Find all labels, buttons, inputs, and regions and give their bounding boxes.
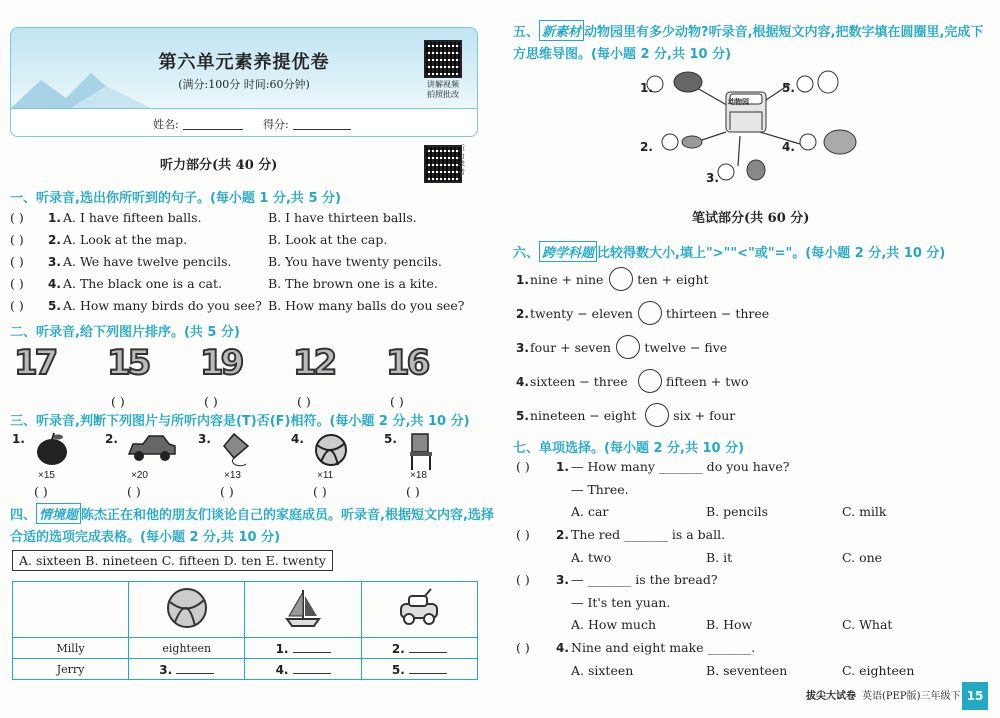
question-number: 3. (198, 432, 211, 446)
compare-circle[interactable] (638, 369, 662, 393)
option-b[interactable]: B. The brown one is a kite. (268, 276, 438, 291)
section-6-title: 六、 跨学科题 比较得数大小,填上">""<"或"="。(每小题 2 分,共 10 分) (513, 241, 945, 262)
tag-badge: 新素材 (539, 20, 584, 41)
toy-car-icon (361, 582, 477, 638)
number-picture: 12 (293, 343, 335, 383)
blank-number: 4. (275, 662, 289, 677)
left-expression: nine + nine (530, 272, 604, 287)
question-text: — How many _______ do you have? (571, 459, 790, 474)
option-b[interactable]: B. I have thirteen balls. (268, 210, 417, 225)
question-number: 2. (556, 528, 569, 542)
mind-map (630, 62, 870, 190)
answer-paren[interactable]: ( ) (516, 459, 530, 474)
table-cell (245, 659, 361, 680)
answer-paren[interactable]: ( ) (111, 394, 125, 409)
blank-number: 3. (159, 662, 173, 677)
answer-blank[interactable] (176, 662, 214, 674)
answer-paren[interactable]: ( ) (516, 640, 530, 655)
answer-paren[interactable]: ( ) (34, 484, 48, 499)
question-number: 2. (516, 307, 529, 321)
option-a[interactable]: A. two (571, 550, 612, 565)
question-number: 4. (48, 277, 61, 291)
section-7-title: 七、单项选择。(每小题 2 分,共 10 分) (513, 441, 745, 456)
question-number: 3. (48, 255, 61, 269)
right-expression: fifteen + two (666, 374, 749, 389)
quantity-label: ×18 (410, 470, 427, 481)
cell-text: eighteen (162, 641, 212, 655)
tag-badge: 跨学科题 (539, 241, 597, 262)
name-field[interactable] (183, 117, 243, 130)
footer-subject: 英语(PEP版)三年级下 (862, 691, 961, 702)
answer-blank[interactable] (409, 662, 447, 674)
kite-icon (220, 432, 254, 472)
exam-subtitle: (满分:100分 时间:60分钟) (178, 78, 310, 91)
answer-paren[interactable]: ( ) (10, 210, 24, 225)
option-a[interactable]: A. sixteen (571, 663, 634, 678)
question-number: 5. (384, 432, 397, 446)
number-picture: 19 (200, 343, 242, 383)
ball-icon (129, 582, 245, 638)
question-number: 5. (48, 299, 61, 313)
question-text: Nine and eight make _______. (571, 640, 756, 655)
table-cell (129, 638, 245, 659)
tag-badge: 情境题 (36, 503, 81, 524)
right-expression: thirteen − three (666, 306, 770, 321)
option-a[interactable]: A. Look at the map. (63, 232, 188, 247)
blank-number: 1. (275, 641, 289, 656)
question-number: 4. (556, 641, 569, 655)
mind-map-label-1: 1. (640, 81, 653, 95)
answer-paren[interactable]: ( ) (10, 254, 24, 269)
compare-circle[interactable] (638, 301, 662, 325)
left-expression: nineteen − eight (530, 408, 637, 423)
question-number: 4. (516, 375, 529, 389)
option-b[interactable]: B. You have twenty pencils. (268, 254, 442, 269)
qr-code-icon[interactable] (424, 40, 462, 78)
mind-map-label-2: 2. (640, 140, 653, 154)
cell-text: Milly (56, 641, 85, 655)
answer-paren[interactable]: ( ) (10, 298, 24, 313)
option-a[interactable]: A. How many birds do you see? (63, 298, 262, 313)
qr-caption: 拍照批改 (427, 90, 459, 99)
exam-header (10, 27, 478, 137)
answer-paren[interactable]: ( ) (406, 484, 420, 499)
answer-paren[interactable]: ( ) (297, 394, 311, 409)
number-picture: 17 (14, 343, 56, 383)
qr-caption: 听力录音 (458, 145, 465, 176)
boat-icon (245, 582, 361, 638)
compare-circle[interactable] (645, 403, 669, 427)
answer-blank[interactable] (293, 641, 331, 653)
name-bar (11, 108, 477, 137)
name-label: 姓名: (153, 118, 179, 131)
option-b[interactable]: B. pencils (706, 504, 768, 519)
section-2-title: 二、听录音,给下列图片排序。(共 5 分) (10, 325, 240, 340)
right-expression: six + four (673, 408, 736, 423)
option-c[interactable]: C. milk (842, 504, 887, 519)
section-5-title: 五、 新素材 动物园里有多少动物?听录音,根据短文内容,把数字填在圆圈里,完成下 (513, 20, 983, 41)
written-title: 笔试部分(共 60 分) (692, 211, 810, 226)
qr-code-icon[interactable] (424, 145, 462, 183)
question-number: 3. (516, 341, 529, 355)
section-5-title-2: 方思维导图。(每小题 2 分,共 10 分) (513, 47, 732, 62)
score-field[interactable] (293, 117, 351, 130)
left-expression: four + seven (530, 340, 611, 355)
quantity-label: ×11 (317, 470, 334, 481)
answer-table (12, 581, 478, 680)
question-number: 2. (105, 432, 118, 446)
option-b[interactable]: B. How many balls do you see? (268, 298, 465, 313)
section-4-title: 四、 情境题 陈杰正在和他的朋友们谈论自己的家庭成员。听录音,根据短文内容,选择 (10, 503, 494, 524)
option-a[interactable]: A. The black one is a cat. (63, 276, 222, 291)
number-picture: 15 (107, 343, 149, 383)
question-text: The red _______ is a ball. (571, 527, 726, 542)
mind-map-label-5: 5. (782, 81, 795, 95)
page-number: 15 (962, 682, 988, 710)
answer-text: — It's ten yuan. (571, 595, 671, 610)
section-3-title: 三、听录音,判断下列图片与所听内容是(T)否(F)相符。(每小题 2 分,共 10 分) (10, 414, 470, 429)
left-expression: twenty − eleven (530, 306, 633, 321)
section-1-title: 一、听录音,选出你所听到的句子。(每小题 1 分,共 5 分) (10, 191, 341, 206)
options-box: A. sixteen B. nineteen C. fifteen D. ten E. twenty (12, 550, 333, 571)
mind-map-label-4: 4. (782, 140, 795, 154)
option-a[interactable]: A. How much (571, 617, 657, 632)
answer-paren[interactable]: ( ) (220, 484, 234, 499)
quantity-label: ×20 (131, 470, 148, 481)
right-expression: ten + eight (637, 272, 709, 287)
question-text: — _______ is the bread? (571, 572, 718, 587)
mind-map-label-3: 3. (706, 171, 719, 185)
option-b[interactable]: B. it (706, 550, 733, 565)
table-cell (361, 638, 477, 659)
right-expression: twelve − five (644, 340, 728, 355)
question-number: 5. (516, 409, 529, 423)
table-cell (245, 638, 361, 659)
option-b[interactable]: B. Look at the cap. (268, 232, 388, 247)
blank-number: 2. (391, 641, 405, 656)
option-a[interactable]: A. We have twelve pencils. (63, 254, 232, 269)
table-row (13, 659, 478, 680)
option-b[interactable]: B. seventeen (706, 663, 788, 678)
quantity-label: ×13 (224, 470, 241, 481)
question-number: 3. (556, 573, 569, 587)
cell-text: Jerry (56, 662, 85, 676)
answer-paren[interactable]: ( ) (313, 484, 327, 499)
answer-paren[interactable]: ( ) (127, 484, 141, 499)
answer-paren[interactable]: ( ) (390, 394, 404, 409)
table-cell (13, 638, 129, 659)
answer-paren[interactable]: ( ) (204, 394, 218, 409)
option-b[interactable]: B. How (706, 617, 753, 632)
apple-icon (34, 432, 70, 470)
score-label: 得分: (263, 118, 289, 131)
left-expression: sixteen − three (530, 374, 628, 389)
zoo-label: 动物园 (728, 99, 749, 106)
answer-paren[interactable]: ( ) (10, 232, 24, 247)
section-4-title-2: 合适的选项完成表格。(每小题 2 分,共 10 分) (10, 530, 281, 545)
question-number: 2. (48, 233, 61, 247)
compare-circle[interactable] (616, 335, 640, 359)
compare-circle[interactable] (609, 267, 633, 291)
option-a[interactable]: A. car (571, 504, 609, 519)
answer-paren[interactable]: ( ) (10, 276, 24, 291)
answer-text: — Three. (571, 482, 629, 497)
option-c[interactable]: C. What (842, 617, 893, 632)
question-number: 1. (516, 273, 529, 287)
option-c[interactable]: C. eighteen (842, 663, 915, 678)
table-cell (361, 659, 477, 680)
footer-brand: 拔尖大试卷 (806, 691, 856, 702)
listening-title: 听力部分(共 40 分) (160, 158, 278, 173)
option-a[interactable]: A. I have fifteen balls. (63, 210, 202, 225)
exam-title: 第六单元素养提优卷 (158, 52, 330, 73)
ball-icon (313, 432, 349, 472)
answer-blank[interactable] (293, 662, 331, 674)
question-number: 4. (291, 432, 304, 446)
question-number: 1. (12, 432, 25, 446)
table-cell (129, 659, 245, 680)
number-picture: 16 (386, 343, 428, 383)
qr-caption: 讲解视频 (427, 80, 459, 89)
table-row (13, 638, 478, 659)
blank-number: 5. (391, 662, 405, 677)
answer-blank[interactable] (409, 641, 447, 653)
question-number: 1. (48, 211, 61, 225)
car-icon (127, 432, 177, 468)
answer-paren[interactable]: ( ) (516, 527, 530, 542)
option-c[interactable]: C. one (842, 550, 883, 565)
table-cell (13, 659, 129, 680)
answer-paren[interactable]: ( ) (516, 572, 530, 587)
question-number: 1. (556, 460, 569, 474)
quantity-label: ×15 (38, 470, 55, 481)
